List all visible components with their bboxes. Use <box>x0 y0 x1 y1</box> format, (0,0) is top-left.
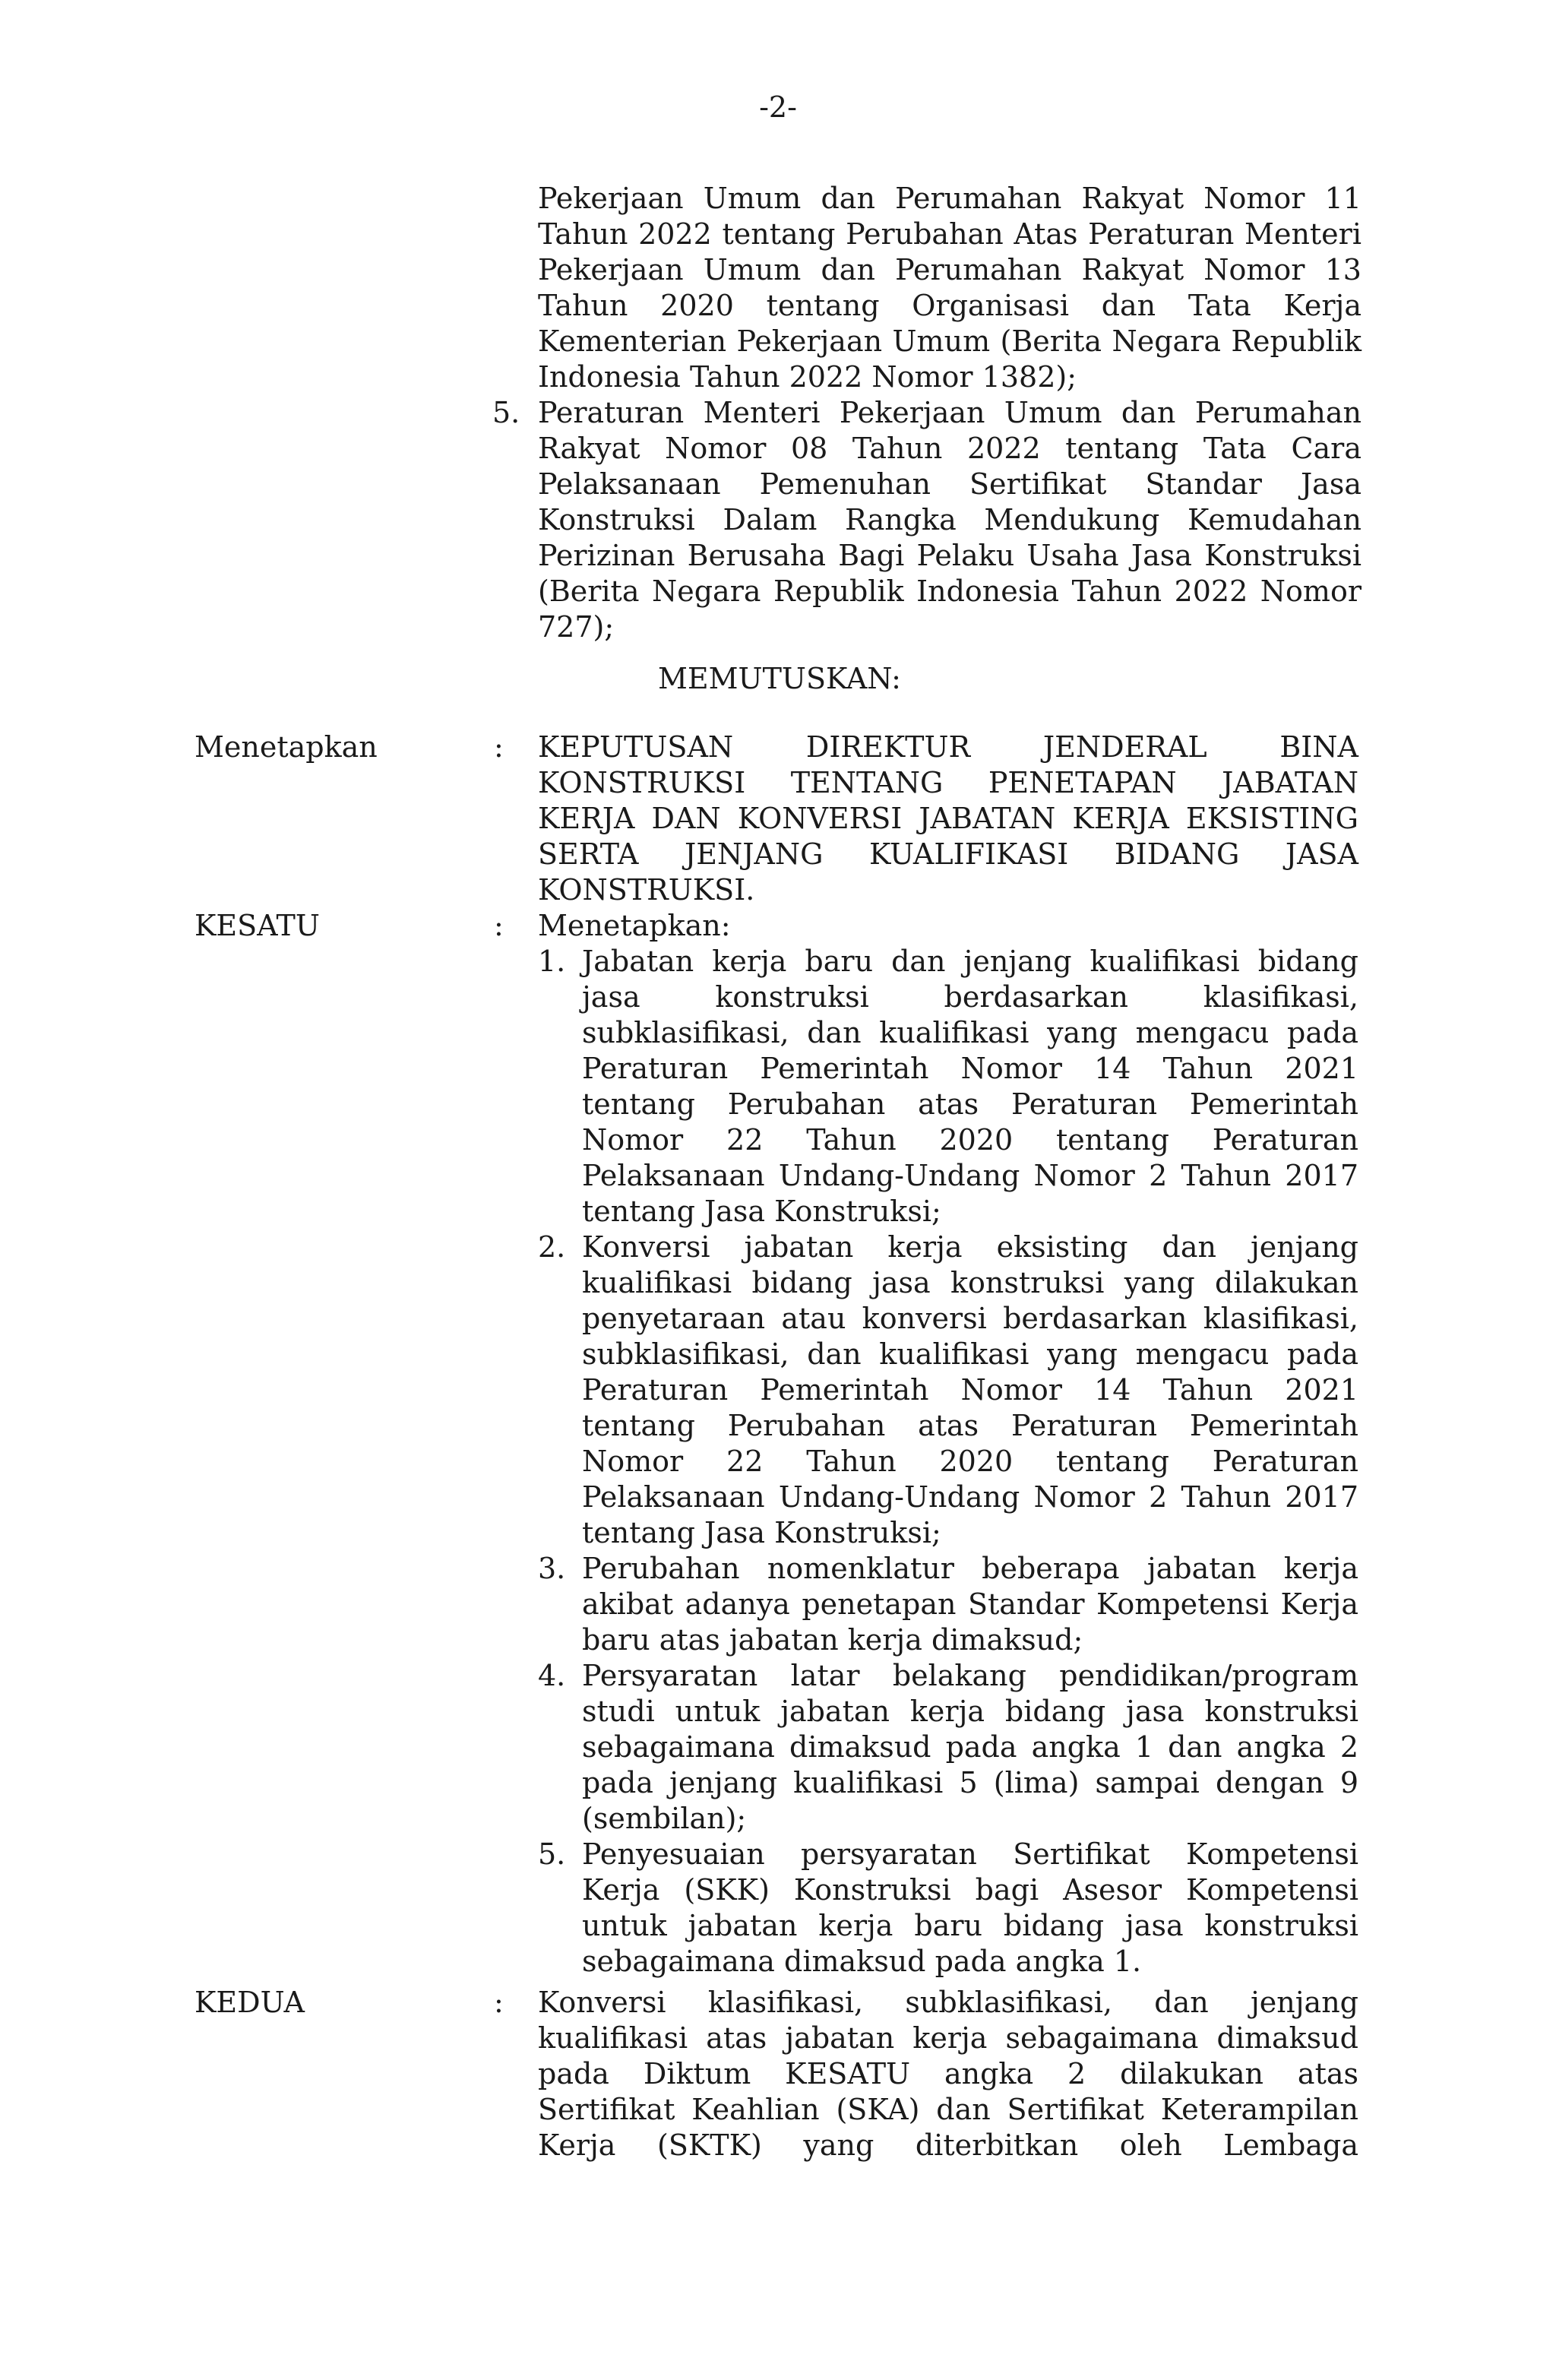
text-line: studi untuk jabatan kerja bidang jasa konstruksi <box>582 1695 1358 1728</box>
section-intro: Menetapkan: <box>538 909 731 942</box>
section-label: Menetapkan <box>194 730 378 764</box>
text-line: (sembilan); <box>582 1802 747 1835</box>
text-line: Rakyat Nomor 08 Tahun 2022 tentang Tata Cara <box>538 432 1362 465</box>
text-line: SERTA JENJANG KUALIFIKASI BIDANG JASA <box>538 837 1358 871</box>
section-colon: : <box>494 1986 504 2019</box>
text-line: tentang Perubahan atas Peraturan Pemerintah <box>582 1087 1358 1121</box>
text-line: 727); <box>538 610 615 644</box>
text-line: Perubahan nomenklatur beberapa jabatan kerja <box>582 1552 1358 1585</box>
text-line: Peraturan Pemerintah Nomor 14 Tahun 2021 <box>582 1373 1358 1407</box>
section-label: KEDUA <box>194 1986 305 2019</box>
text-line: Konversi jabatan kerja eksisting dan jenjang <box>582 1230 1358 1264</box>
text-line: Konversi klasifikasi, subklasifikasi, dan jenjang <box>538 1986 1358 2019</box>
text-line: Pekerjaan Umum dan Perumahan Rakyat Nomor 13 <box>538 253 1362 286</box>
text-line: (Berita Negara Republik Indonesia Tahun 2022 Nomor <box>538 574 1362 608</box>
text-line: Kerja (SKTK) yang diterbitkan oleh Lembaga <box>538 2128 1358 2162</box>
kesatu-item-5 <box>538 1837 1358 1980</box>
text-line: Konstruksi Dalam Rangka Mendukung Kemudahan <box>538 503 1362 536</box>
item-number: 2. <box>538 1230 566 1264</box>
text-line: tentang Jasa Konstruksi; <box>582 1195 941 1228</box>
text-line: kualifikasi bidang jasa konstruksi yang dilakukan <box>582 1266 1358 1299</box>
text-line: jasa konstruksi berdasarkan klasifikasi, <box>582 980 1358 1014</box>
text-line: sebagaimana dimaksud pada angka 1 dan angka 2 <box>582 1730 1358 1764</box>
text-line: tentang Perubahan atas Peraturan Pemerintah <box>582 1409 1358 1442</box>
text-line: Peraturan Pemerintah Nomor 14 Tahun 2021 <box>582 1052 1358 1085</box>
section-colon: : <box>494 730 504 764</box>
text-line: untuk jabatan kerja baru bidang jasa konstruksi <box>582 1909 1358 1942</box>
kesatu-item-2 <box>538 1230 1358 1551</box>
item-number: 1. <box>538 945 566 978</box>
text-line: Kementerian Pekerjaan Umum (Berita Negara Republik <box>538 324 1362 358</box>
text-line: KONSTRUKSI. <box>538 873 755 907</box>
text-line: KEPUTUSAN DIREKTUR JENDERAL BINA <box>538 730 1358 764</box>
item-number: 3. <box>538 1552 566 1585</box>
text-line: Pekerjaan Umum dan Perumahan Rakyat Nomor 11 <box>538 182 1362 215</box>
page-number: -2- <box>759 90 797 124</box>
text-line: subklasifikasi, dan kualifikasi yang mengacu pada <box>582 1337 1358 1371</box>
text-line: Peraturan Menteri Pekerjaan Umum dan Perumahan <box>538 396 1362 429</box>
considering-item-4-continuation <box>538 181 1362 395</box>
text-line: sebagaimana dimaksud pada angka 1. <box>582 1945 1142 1978</box>
text-line: Sertifikat Keahlian (SKA) dan Sertifikat Keterampilan <box>538 2093 1358 2126</box>
text-line: baru atas jabatan kerja dimaksud; <box>582 1623 1083 1657</box>
text-line: Perizinan Berusaha Bagi Pelaku Usaha Jasa Konstruksi <box>538 539 1362 572</box>
kesatu-item-4 <box>538 1658 1358 1837</box>
kesatu-item-3 <box>538 1551 1358 1658</box>
text-line: pada Diktum KESATU angka 2 dilakukan atas <box>538 2057 1358 2090</box>
text-line: Indonesia Tahun 2022 Nomor 1382); <box>538 360 1077 394</box>
text-line: KERJA DAN KONVERSI JABATAN KERJA EKSISTING <box>538 802 1358 835</box>
text-line: Jabatan kerja baru dan jenjang kualifikasi bidang <box>582 945 1358 978</box>
text-line: pada jenjang kualifikasi 5 (lima) sampai dengan 9 <box>582 1766 1358 1799</box>
text-line: kualifikasi atas jabatan kerja sebagaimana dimaksud <box>538 2021 1358 2055</box>
section-colon: : <box>494 909 504 942</box>
text-line: Tahun 2020 tentang Organisasi dan Tata Kerja <box>538 289 1362 322</box>
text-line: Nomor 22 Tahun 2020 tentang Peraturan <box>582 1445 1358 1478</box>
text-line: Persyaratan latar belakang pendidikan/program <box>582 1659 1358 1692</box>
text-line: Tahun 2022 tentang Perubahan Atas Peraturan Menteri <box>538 217 1362 251</box>
text-line: subklasifikasi, dan kualifikasi yang mengacu pada <box>582 1016 1358 1049</box>
text-line: KONSTRUKSI TENTANG PENETAPAN JABATAN <box>538 766 1358 799</box>
text-line: penyetaraan atau konversi berdasarkan klasifikasi, <box>582 1302 1358 1335</box>
item-number: 5. <box>538 1837 566 1871</box>
text-line: Pelaksanaan Pemenuhan Sertifikat Standar Jasa <box>538 467 1362 501</box>
section-label: KESATU <box>194 909 320 942</box>
kesatu-item-1 <box>538 944 1358 1230</box>
text-line: Penyesuaian persyaratan Sertifikat Kompetensi <box>582 1837 1358 1871</box>
memutuskan-heading: MEMUTUSKAN: <box>658 662 901 695</box>
text-line: akibat adanya penetapan Standar Kompetensi Kerja <box>582 1587 1358 1621</box>
text-line: Nomor 22 Tahun 2020 tentang Peraturan <box>582 1123 1358 1157</box>
item-number: 4. <box>538 1659 566 1692</box>
text-line: Kerja (SKK) Konstruksi bagi Asesor Kompetensi <box>582 1873 1358 1907</box>
text-line: Pelaksanaan Undang-Undang Nomor 2 Tahun 2017 <box>582 1480 1358 1514</box>
text-line: Pelaksanaan Undang-Undang Nomor 2 Tahun 2017 <box>582 1159 1358 1192</box>
text-line: tentang Jasa Konstruksi; <box>582 1516 941 1549</box>
item-number: 5. <box>492 396 520 429</box>
